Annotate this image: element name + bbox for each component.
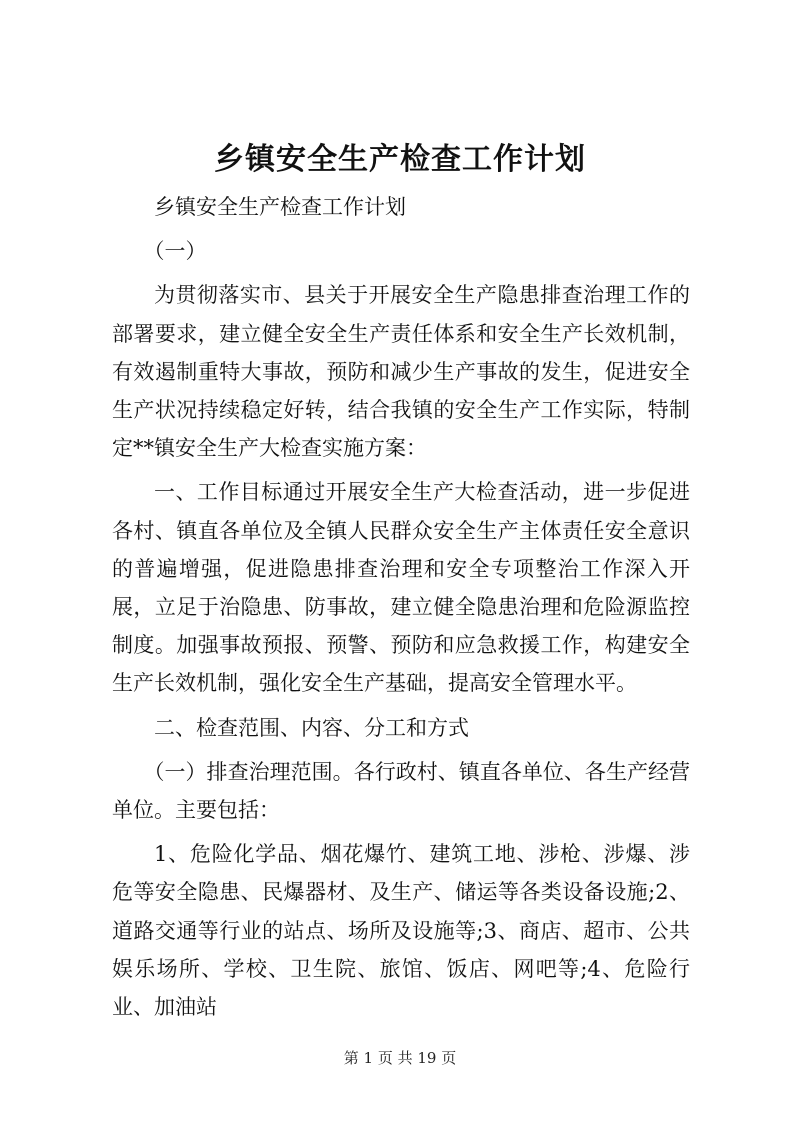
paragraph-heading-scope: 二、检查范围、内容、分工和方式 — [154, 715, 469, 740]
paragraph-intro: 为贯彻落实市、县关于开展安全生产隐患排查治理工作的部署要求，建立健全安全生产责任体系和安全生产长效机制，有效遏制重特大事故，预防和减少生产事故的发生，促进安全生产状况持续稳定好转，结合我镇的安全生产工作实际，特制定**镇安全生产大检查实施方案： — [112, 283, 690, 461]
paragraph-subtitle: 乡镇安全生产检查工作计划 — [154, 195, 406, 219]
paragraph-scope: （一）排查治理范围。各行政村、镇直各单位、各生产经营单位。主要包括： — [112, 759, 690, 823]
paragraph-scope-items: 1、危险化学品、烟花爆竹、建筑工地、涉枪、涉爆、涉危等安全隐患、民爆器材、及生产、储运等各类设备设施;2、道路交通等行业的站点、场所及设施等;3、商店、超市、公共娱乐场所、学校、卫生院、旅馆、饭店、网吧等;4、危险行业、加油站 — [112, 842, 690, 1020]
page-footer: 第 1 页 共 19 页 — [343, 1049, 457, 1067]
document-title: 乡镇安全生产检查工作计划 — [214, 142, 586, 177]
document-body — [112, 188, 690, 1032]
paragraph-work-goal: 一、工作目标通过开展安全生产大检查活动，进一步促进各村、镇直各单位及全镇人民群众安全生产主体责任安全意识的普遍增强，促进隐患排查治理和安全专项整治工作深入开展，立足于治隐患、防事故，建立健全隐患治理和危险源监控制度。加强事故预报、预警、预防和应急救援工作，构建安全生产长效机制，强化安全生产基础，提高安全管理水平。 — [112, 480, 690, 696]
paragraph-section-number: （一） — [143, 239, 207, 264]
